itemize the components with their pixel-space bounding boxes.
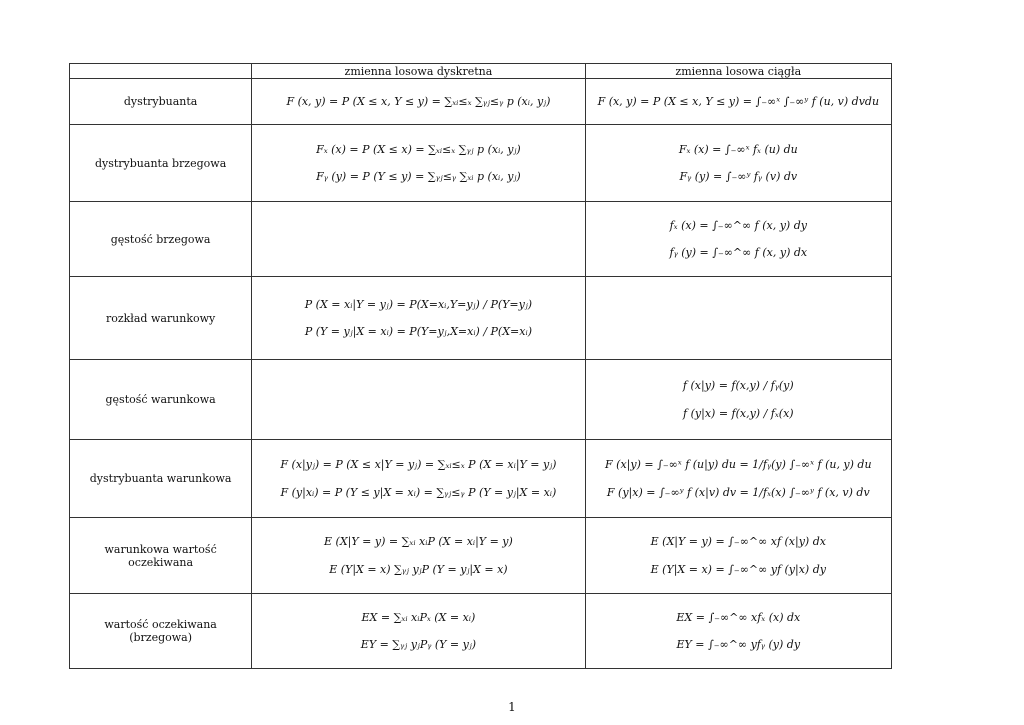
table-header-row bbox=[70, 64, 892, 79]
discrete-cell bbox=[252, 440, 585, 518]
table-row bbox=[70, 125, 892, 202]
row-label: gęstość brzegowa bbox=[70, 202, 252, 277]
row-label: dystrybuanta bbox=[70, 79, 252, 125]
row-label: rozkład warunkowy bbox=[70, 277, 252, 360]
formula: Fₓ (x) = ∫₋∞ˣ fₓ (u) du bbox=[678, 142, 798, 156]
discrete-cell bbox=[252, 202, 585, 277]
formula: E (Y|X = x) ∑ᵧⱼ yⱼP (Y = yⱼ|X = x) bbox=[329, 562, 508, 576]
continuous-cell bbox=[585, 125, 891, 202]
formula: P (Y = yⱼ|X = xᵢ) = P(Y=yⱼ,X=xᵢ) / P(X=xᵢ) bbox=[304, 325, 532, 338]
formula: Fₓ (x) = P (X ≤ x) = ∑ₓᵢ≤ₓ ∑ᵧⱼ p (xᵢ, yⱼ) bbox=[316, 142, 521, 156]
row-label: dystrybuanta brzegowa bbox=[70, 125, 252, 202]
formula: F (y|x) = ∫₋∞ʸ f (x|v) dv = 1/fₓ(x) ∫₋∞ʸ f (x, v) dv bbox=[606, 485, 870, 499]
formula: E (Y|X = x) = ∫₋∞^∞ yf (y|x) dy bbox=[650, 562, 826, 576]
table-row bbox=[70, 79, 892, 125]
continuous-cell bbox=[585, 79, 891, 125]
formula: F (x, y) = P (X ≤ x, Y ≤ y) = ∫₋∞ˣ ∫₋∞ʸ f (u, v) dvdu bbox=[597, 94, 880, 108]
formula: fᵧ (y) = ∫₋∞^∞ f (x, y) dx bbox=[669, 246, 808, 259]
formula: f (y|x) = f(x,y) / fₓ(x) bbox=[683, 406, 794, 420]
discrete-cell bbox=[252, 594, 585, 669]
continuous-cell bbox=[585, 360, 891, 440]
formula: F (x|yⱼ) = P (X ≤ x|Y = yⱼ) = ∑ₓᵢ≤ₓ P (X = xᵢ|Y = yⱼ) bbox=[280, 458, 557, 472]
header-continuous: zmienna losowa ciągła bbox=[585, 64, 891, 79]
header-discrete: zmienna losowa dyskretna bbox=[252, 64, 585, 79]
discrete-cell bbox=[252, 277, 585, 360]
table-row bbox=[70, 360, 892, 440]
formula: EY = ∫₋∞^∞ yfᵧ (y) dy bbox=[676, 638, 801, 651]
row-label: wartość oczekiwana (brzegowa) bbox=[70, 594, 252, 669]
continuous-cell bbox=[585, 518, 891, 594]
formula: E (X|Y = y) = ∑ₓᵢ xᵢP (X = xᵢ|Y = y) bbox=[324, 535, 513, 549]
table-row bbox=[70, 202, 892, 277]
formula: fₓ (x) = ∫₋∞^∞ f (x, y) dy bbox=[669, 218, 807, 232]
formula: EX = ∑ₓᵢ xᵢPₓ (X = xᵢ) bbox=[361, 610, 476, 624]
table-row bbox=[70, 440, 892, 518]
formula: Fᵧ (y) = P (Y ≤ y) = ∑ᵧⱼ≤ᵧ ∑ₓᵢ p (xᵢ, yⱼ) bbox=[316, 170, 521, 183]
formula: F (y|xᵢ) = P (Y ≤ y|X = xᵢ) = ∑ᵧⱼ≤ᵧ P (Y = yⱼ|X = xᵢ) bbox=[280, 485, 557, 499]
continuous-cell bbox=[585, 202, 891, 277]
table-row bbox=[70, 594, 892, 669]
discrete-cell bbox=[252, 518, 585, 594]
row-label: gęstość warunkowa bbox=[70, 360, 252, 440]
discrete-cell bbox=[252, 360, 585, 440]
discrete-cell bbox=[252, 79, 585, 125]
formula: F (x|y) = ∫₋∞ˣ f (u|y) du = 1/fᵧ(y) ∫₋∞ˣ f (u, y) du bbox=[605, 458, 872, 472]
discrete-cell bbox=[252, 125, 585, 202]
formula: EX = ∫₋∞^∞ xfₓ (x) dx bbox=[676, 610, 801, 624]
formula: Fᵧ (y) = ∫₋∞ʸ fᵧ (v) dv bbox=[679, 170, 798, 183]
formula: E (X|Y = y) = ∫₋∞^∞ xf (x|y) dx bbox=[650, 535, 826, 549]
formula: P (X = xᵢ|Y = yⱼ) = P(X=xᵢ,Y=yⱼ) / P(Y=yⱼ) bbox=[304, 297, 533, 311]
header-blank-cell bbox=[70, 64, 252, 79]
continuous-cell bbox=[585, 277, 891, 360]
formula: F (x, y) = P (X ≤ x, Y ≤ y) = ∑ₓᵢ≤ₓ ∑ᵧⱼ≤ᵧ p (xᵢ, yⱼ) bbox=[286, 94, 551, 108]
table-row bbox=[70, 518, 892, 594]
formula: f (x|y) = f(x,y) / fᵧ(y) bbox=[682, 379, 794, 393]
continuous-cell bbox=[585, 440, 891, 518]
page-number: 1 bbox=[508, 700, 516, 714]
table-row bbox=[70, 277, 892, 360]
formula-table bbox=[69, 63, 892, 669]
formula: EY = ∑ᵧⱼ yⱼPᵧ (Y = yⱼ) bbox=[360, 638, 477, 651]
row-label: warunkowa wartość oczekiwana bbox=[70, 518, 252, 594]
continuous-cell bbox=[585, 594, 891, 669]
row-label: dystrybuanta warunkowa bbox=[70, 440, 252, 518]
